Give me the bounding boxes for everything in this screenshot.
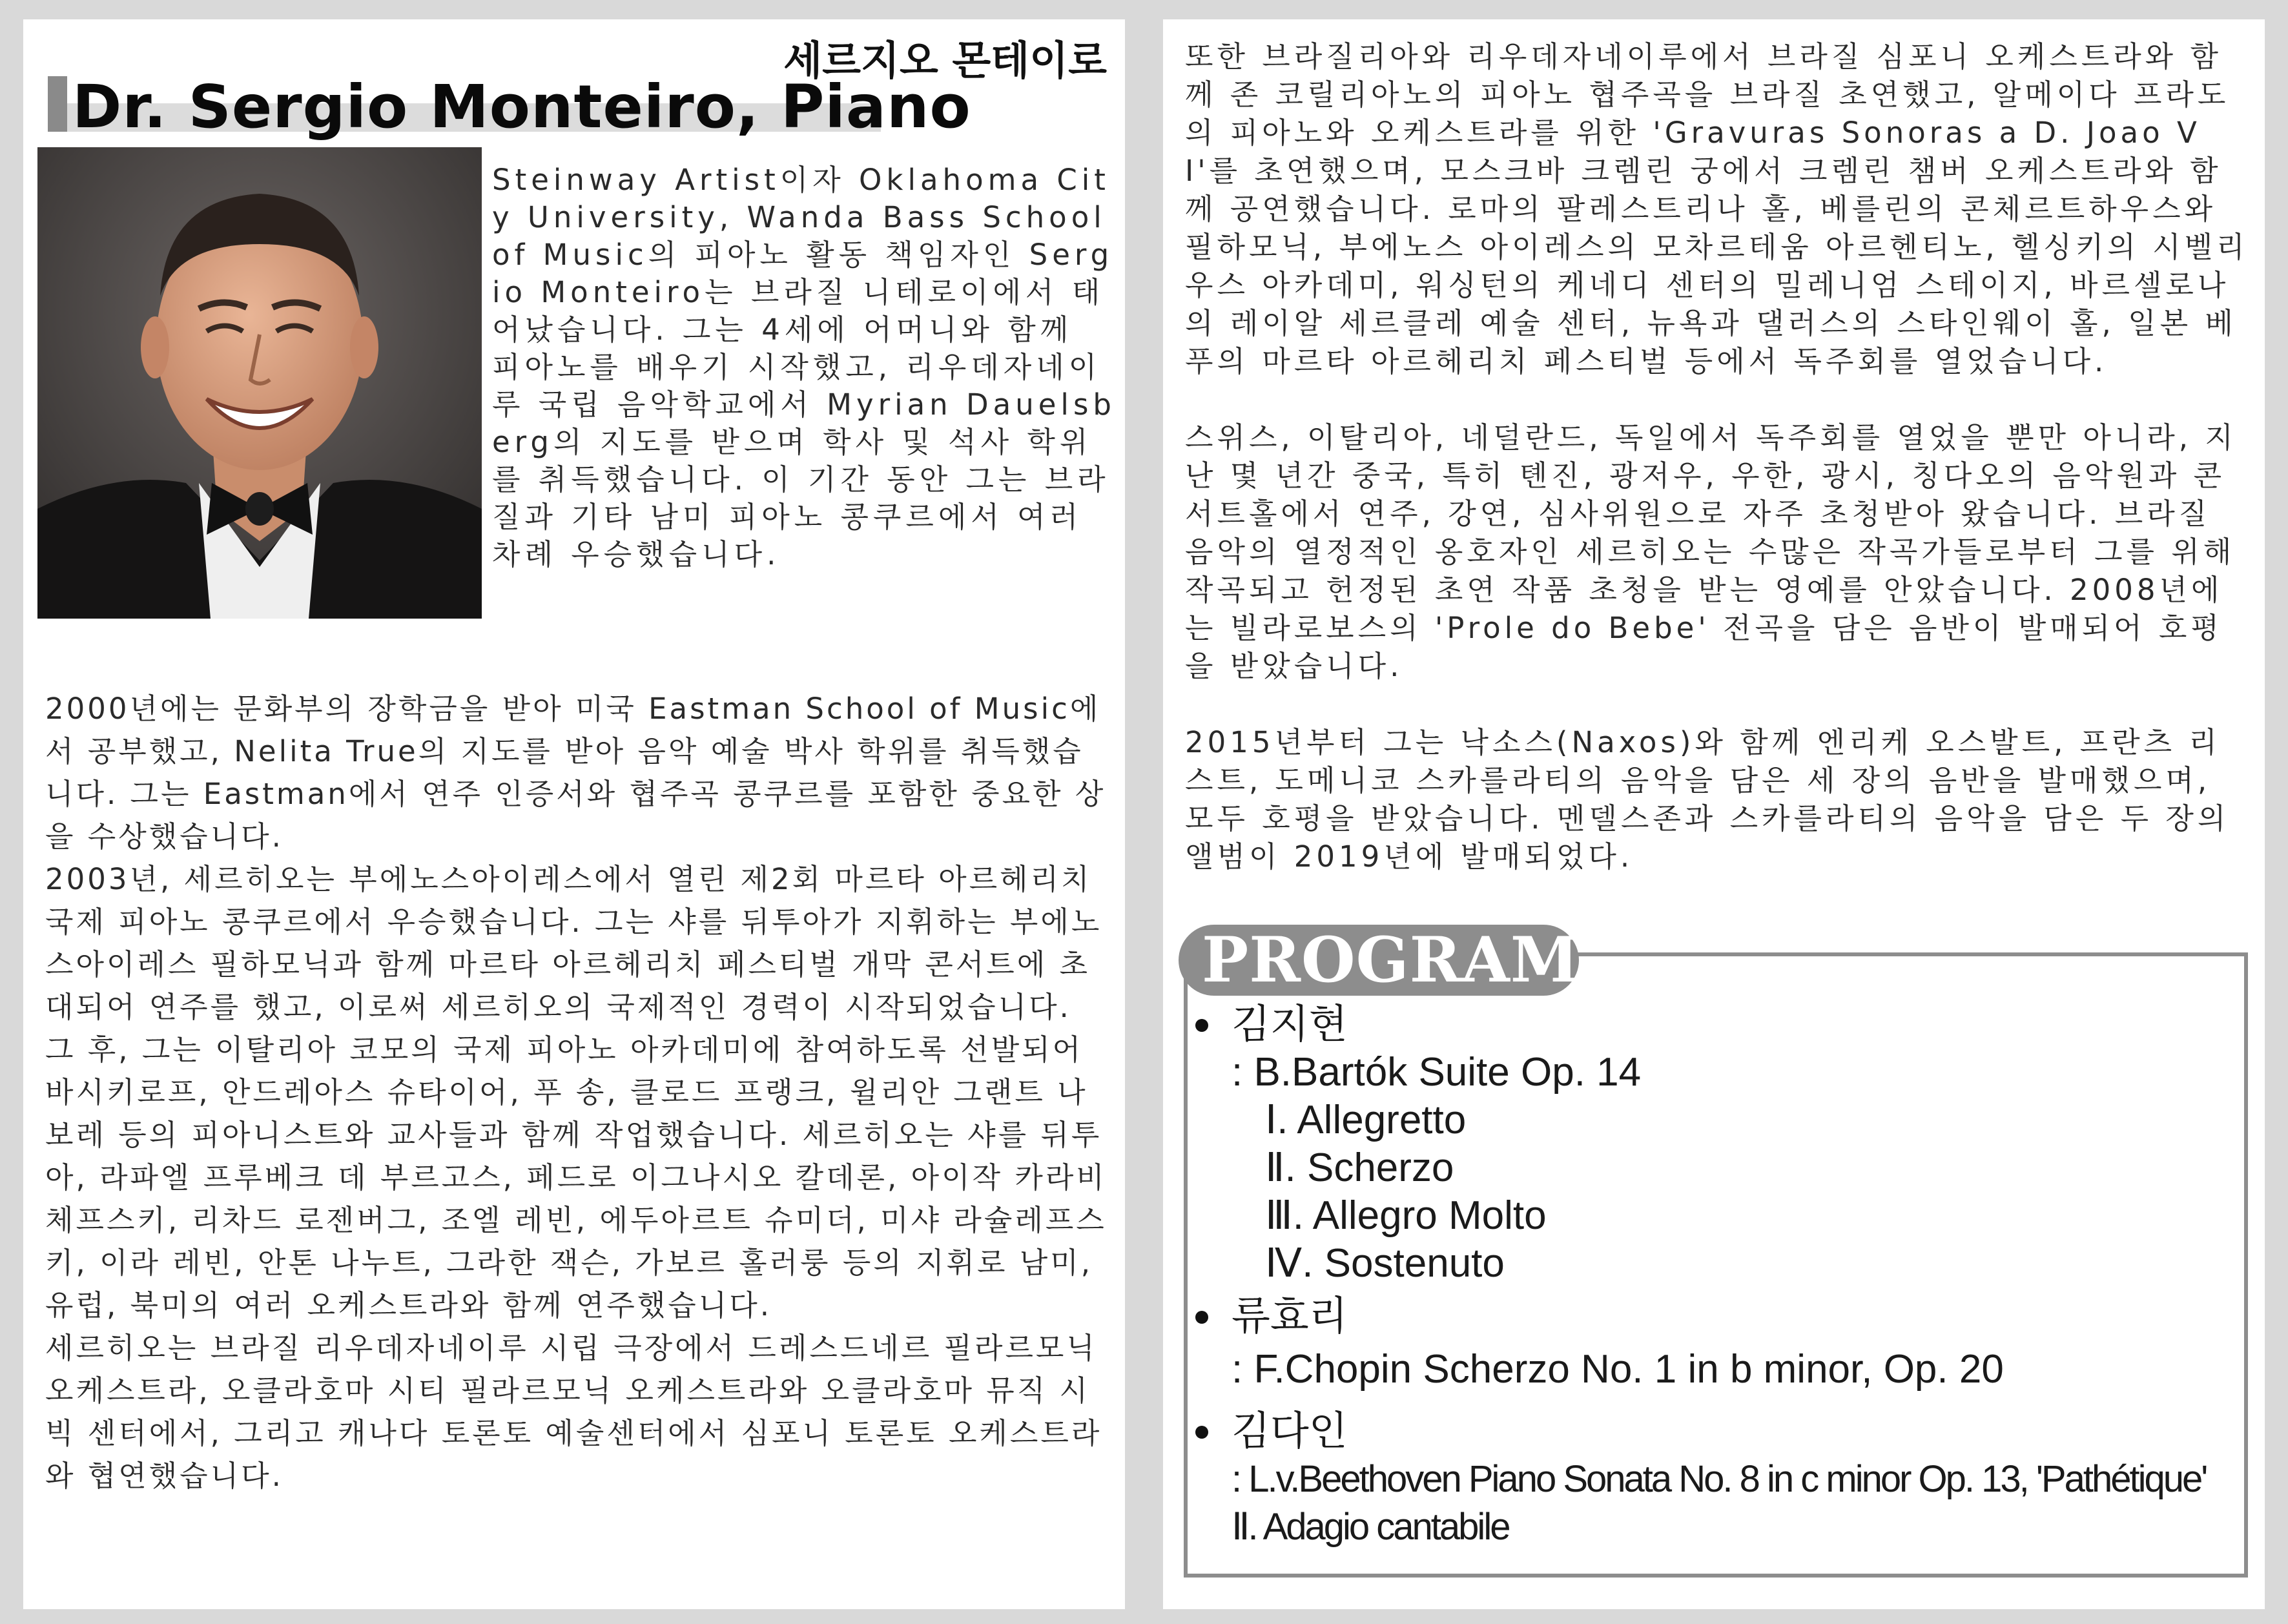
bio-paragraph: 2000년에는 문화부의 장학금을 받아 미국 Eastman School of Music에서 공부했고, Nelita True의 지도를 받아 음악 예술 박사 학위를 취득했습니다. 그는 Eastman에서 연주 인증서와 협주곡 콩쿠르를 포함한 중요한 상을 수상했습니다. (45, 692, 1106, 854)
portrait-photo (37, 147, 482, 619)
bullet-icon (1195, 1426, 1208, 1439)
movement-item: Ⅱ. Scherzo (1265, 1146, 1454, 1190)
program-label: PROGRAM (1179, 925, 1579, 996)
left-page (23, 19, 1125, 1609)
bio-paragraph: 세르히오는 브라질 리우데자네이루 시립 극장에서 드레스드네르 필라르모닉 오케스트라, 오클라호마 시티 필라르모닉 오케스트라와 오클라호마 뮤직 시빅 센터에서, 그리고 캐나다 토론토 예술센터에서 심포니 토론토 오케스트라와 협연했습니다. (45, 1331, 1102, 1493)
movement-item: Ⅲ. Allegro Molto (1265, 1193, 1547, 1238)
movement-item: Ⅰ. Allegretto (1265, 1098, 1467, 1142)
bullet-icon (1195, 1019, 1208, 1032)
bullet-icon (1195, 1311, 1208, 1324)
intro-paragraph: Steinway Artist이자 Oklahoma City University, Wanda Bass School of Music의 피아노 활동 책임자인 Sergio Monteiro는 브라질 니테로이에서 태어났습니다. 그는 4세에 어머니와 함께 피아노를 배우기 시작했고, 리우데자네이루 국립 음악학교에서 Myrian Dauelsberg의 지도를 받으며 학사 및 석사 학위를 취득했습니다. 이 기간 동안 그는 브라질과 기타 남미 피아노 콩쿠르에서 여러 차례 우승했습니다. (492, 163, 1116, 571)
bio-paragraph: 2015년부터 그는 낙소스(Naxos)와 함께 엔리케 오스발트, 프란츠 리스트, 도메니코 스카를라티의 음악을 담은 세 장의 음반을 발매했으며, 모두 호평을 받았습니다. 멘델스존과 스카를라티의 음악을 담은 두 장의 앨범이 2019년에 발매되었다. (1185, 725, 2230, 874)
movement-item: Ⅳ. Sostenuto (1265, 1241, 1505, 1286)
title-accent-bar (48, 76, 67, 132)
korean-name-heading: 세르지오 몬테이로 (783, 37, 1107, 84)
piece-title: : F.Chopin Scherzo No. 1 in b minor, Op. 20 (1232, 1347, 2004, 1392)
performer-name: 김지현 (1232, 1002, 1348, 1047)
piece-title: : B.Bartók Suite Op. 14 (1232, 1050, 1642, 1095)
bio-paragraph: 또한 브라질리아와 리우데자네이루에서 브라질 심포니 오케스트라와 함께 존 코릴리아노의 피아노 협주곡을 브라질 초연했고, 알메이다 프라도의 피아노와 오케스트라를 위한 'Gravuras Sonoras a D. Joao VI'를 초연했으며, 모스크바 크렘린 궁에서 크렘린 챔버 오케스트라와 함께 공연했습니다. 로마의 팔레스트리나 홀, 베를린의 콘체르트하우스와 필하모닉, 부에노스 아이레스의 모차르테움 아르헨티노, 헬싱키의 시벨리우스 아카데미, 워싱턴의 케네디 센터의 밀레니엄 스테이지, 바르셀로나의 레이알 세르클레 예술 센터, 뉴욕과 댈러스의 스타인웨이 홀, 일본 베푸의 마르타 아르헤리치 페스티벌 등에서 독주회를 열었습니다. (1185, 39, 2249, 378)
performer-name: 류효리 (1232, 1294, 1348, 1339)
performer-name: 김다인 (1232, 1409, 1348, 1454)
right-page (1163, 19, 2265, 1609)
bio-paragraph: 스위스, 이탈리아, 네덜란드, 독일에서 독주회를 열었을 뿐만 아니라, 지난 몇 년간 중국, 특히 톈진, 광저우, 우한, 광시, 칭다오의 음악원과 콘서트홀에서 연주, 강연, 심사위원으로 자주 초청받아 왔습니다. 브라질 음악의 열정적인 옹호자인 세르히오는 수많은 작곡가들로부터 그를 위해 작곡되고 헌정된 초연 작품 초청을 받는 영예를 안았습니다. 2008년에는 빌라로보스의 'Prole do Bebe' 전곡을 담은 음반이 발매되어 호평을 받았습니다. (1185, 420, 2237, 683)
piece-title: : L.v.Beethoven Piano Sonata No. 8 in c minor Op. 13, 'Pathétique' (1232, 1458, 2207, 1500)
bio-paragraph: 2003년, 세르히오는 부에노스아이레스에서 열린 제2회 마르타 아르헤리치 국제 피아노 콩쿠르에서 우승했습니다. 그는 샤를 뒤투아가 지휘하는 부에노스아이레스 필하모닉과 함께 마르타 아르헤리치 페스티벌 개막 콘서트에 초대되어 연주를 했고, 이로써 세르히오의 국제적인 경력이 시작되었습니다. 그 후, 그는 이탈리아 코모의 국제 피아노 아카데미에 참여하도록 선발되어 바시키로프, 안드레아스 슈타이어, 푸 송, 클로드 프랭크, 윌리안 그랜트 나보레 등의 피아니스트와 교사들과 함께 작업했습니다. 세르히오는 샤를 뒤투아, 라파엘 프루베크 데 부르고스, 페드로 이그나시오 칼데론, 아이작 카라비체프스키, 리차드 로젠버그, 조엘 레빈, 에두아르트 슈미더, 미샤 라슐레프스키, 이라 레빈, 안톤 나누트, 그라한 잭슨, 가보르 홀러룽 등의 지휘로 남미, 유럽, 북미의 여러 오케스트라와 함께 연주했습니다. (45, 862, 1107, 1322)
performer-item (1188, 1293, 2247, 1341)
biography-continued (1185, 37, 2251, 876)
page-title: Dr. Sergio Monteiro, Piano (72, 72, 971, 141)
performer-item (1188, 1001, 2247, 1049)
biography-text (45, 688, 1111, 1497)
performer-item (1188, 1408, 2247, 1455)
program-list (1188, 1001, 2247, 1551)
movement-item: Ⅱ. Adagio cantabile (1232, 1506, 1509, 1548)
